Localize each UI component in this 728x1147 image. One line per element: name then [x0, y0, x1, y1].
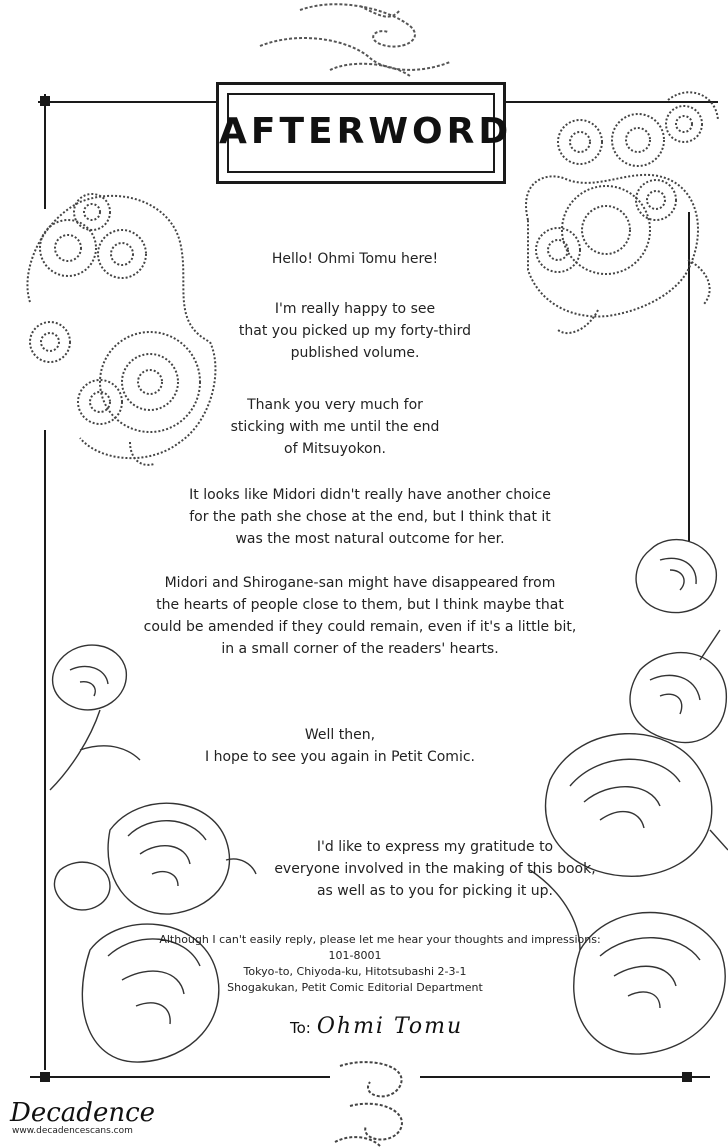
page-title: AFTERWORD — [219, 111, 513, 152]
frame-corner-post — [40, 96, 50, 106]
bottom-swirl-ornament — [330, 1056, 420, 1147]
title-box — [216, 82, 513, 184]
scanlator-logo — [10, 1098, 155, 1136]
hearts-paragraph: Midori and Shirogane-san might have disappeared from the hearts of people close to them, but I think maybe that could be amended if they could remain, even if it's a little bit, in a small corner of the readers' hearts. — [143, 575, 577, 657]
guardian-lion-right-illustration — [488, 80, 724, 342]
frame-corner-post — [682, 1072, 692, 1082]
frame-bottom-line — [30, 1076, 330, 1078]
to-label: To: — [290, 1019, 311, 1037]
frame-bottom-line — [420, 1076, 710, 1078]
midori-choice-paragraph: It looks like Midori didn't really have another choice for the path she chose at the end, but I think that it was the most natural outcome for her. — [189, 487, 551, 547]
thanks-paragraph: Thank you very much for sticking with me until the end of Mitsuyokon. — [230, 397, 440, 457]
recipient-line — [290, 1014, 463, 1039]
volume-paragraph: I'm really happy to see that you picked up my forty-third published volume. — [238, 301, 472, 361]
peony-flowers-left-illustration — [40, 630, 260, 1076]
recipient-name: Ohmi Tomu — [316, 1014, 464, 1039]
scanlator-logo-name: Decadence — [10, 1098, 156, 1128]
top-swirl-ornament — [240, 0, 490, 84]
address-street: Tokyo-to, Chiyoda-ku, Hitotsubashi 2-3-1 — [243, 965, 467, 978]
farewell-paragraph: Well then, I hope to see you again in Petit Comic. — [205, 727, 475, 765]
address-department: Shogakukan, Petit Comic Editorial Department — [227, 981, 483, 994]
address-postal-code: 101-8001 — [328, 949, 382, 962]
address-intro: Although I can't easily reply, please let me hear your thoughts and impressions: — [159, 933, 601, 946]
frame-top-line — [38, 101, 216, 103]
scanlator-logo-url: www.decadencescans.com — [12, 1126, 133, 1136]
gratitude-paragraph: I'd like to express my gratitude to everyone involved in the making of this book, as well as to you for picking it up. — [274, 839, 596, 899]
greeting-paragraph: Hello! Ohmi Tomu here! — [271, 251, 439, 267]
